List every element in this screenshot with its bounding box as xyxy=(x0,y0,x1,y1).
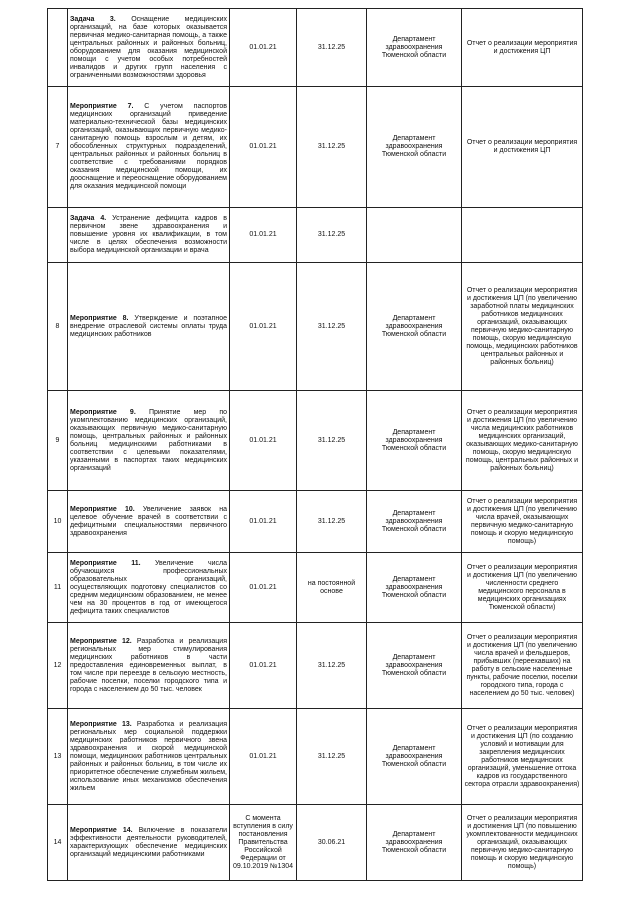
end-date: 31.12.25 xyxy=(297,491,367,553)
report-form: Отчет о реализации мероприятия и достижения ЦП (по увеличению числа медицинских работников медицинских организаций, оказывающих медико-санитарную помощь, скорую медицинскую помощь, центральных районных и районных больниц) xyxy=(462,391,583,491)
measure-label: Мероприятие 10. xyxy=(70,505,135,513)
table-row xyxy=(48,491,583,553)
measure-text: Разработка и реализация региональных мер стимулирования медицинских работников в части предоставления единовременных выплат, в том числе при переезде в сельскую местность, рабочие поселки, поселки городского типа и города с населением до 50 тыс. человек xyxy=(70,637,227,693)
responsible-department: Департамент здравоохранения Тюменской области xyxy=(367,391,462,491)
responsible-department: Департамент здравоохранения Тюменской области xyxy=(367,9,462,87)
measures-table xyxy=(47,8,583,881)
table-row xyxy=(48,208,583,263)
measure-label: Мероприятие 13. xyxy=(70,720,132,728)
table-row xyxy=(48,87,583,208)
report-form: Отчет о реализации мероприятия и достижения ЦП (по увеличению численности среднего медицинского персонала в медицинских организациях Тюменской области) xyxy=(462,553,583,623)
responsible-department: Департамент здравоохранения Тюменской области xyxy=(367,553,462,623)
table-row xyxy=(48,805,583,881)
measure-label: Задача 4. xyxy=(70,215,107,222)
end-date: 31.12.25 xyxy=(297,391,367,491)
end-date: 31.12.25 xyxy=(297,263,367,391)
measure-description xyxy=(68,553,230,623)
end-date: 31.12.25 xyxy=(297,709,367,805)
measure-label: Мероприятие 14. xyxy=(70,826,133,834)
measure-text: Устранение дефицита кадров в первичном звене здравоохранения и повышение уровня их квалификации, в том числе в целях обеспечения возможности выбора медицинской организации и врача xyxy=(70,215,227,254)
measure-description xyxy=(68,9,230,87)
row-number: 7 xyxy=(48,87,68,208)
report-form: Отчет о реализации мероприятия и достижения ЦП xyxy=(462,9,583,87)
measure-label: Мероприятие 11. xyxy=(70,559,141,567)
end-date: на постоянной основе xyxy=(297,553,367,623)
measure-text: Включение в показатели эффективности деятельности руководителей, характеризующих обеспечение медицинских организаций медицинскими работниками xyxy=(70,826,227,858)
row-number xyxy=(48,9,68,87)
measure-text: Оснащение медицинских организаций, на базе которых оказывается первичная медико-санитарная помощь, а также центральных районных и районных больниц, оборудованием для оказания медицинской помощи с учетом особых потребностей инвалидов и других групп населения с ограниченными возможностями здоровья xyxy=(70,15,227,79)
end-date: 30.06.21 xyxy=(297,805,367,881)
start-date: 01.01.21 xyxy=(230,491,297,553)
start-date: 01.01.21 xyxy=(230,391,297,491)
report-form: Отчет о реализации мероприятия и достижения ЦП (по увеличению числа врачей, оказывающих первичную медико-санитарную помощь и скорую медицинскую помощь) xyxy=(462,491,583,553)
measure-label: Мероприятие 8. xyxy=(70,314,129,322)
report-form: Отчет о реализации мероприятия и достижения ЦП (по увеличению числа врачей и фельдшеров, прибывших (переехавших) на работу в сельские населенные пункты, рабочие поселки, поселки городского типа, города с населением до 50 тыс. человек) xyxy=(462,623,583,709)
responsible-department: Департамент здравоохранения Тюменской области xyxy=(367,623,462,709)
measure-text: Принятие мер по укомплектованию медицинских организаций, оказывающих первичную медико-санитарную помощь, центральных районных и районных больниц медицинскими работниками в соответствии с целевыми показателями, указанными в паспортах таких медицинских организаций xyxy=(70,408,228,472)
report-form xyxy=(462,208,583,263)
report-form: Отчет о реализации мероприятия и достижения ЦП (по повышению укомплектованности медицинских организаций, оказывающих первичную медико-санитарную помощь и скорую медицинскую помощь) xyxy=(462,805,583,881)
row-number: 14 xyxy=(48,805,68,881)
table-row xyxy=(48,263,583,391)
table-row xyxy=(48,391,583,491)
responsible-department xyxy=(367,208,462,263)
responsible-department: Департамент здравоохранения Тюменской области xyxy=(367,709,462,805)
responsible-department: Департамент здравоохранения Тюменской области xyxy=(367,263,462,391)
report-form: Отчет о реализации мероприятия и достижения ЦП xyxy=(462,87,583,208)
row-number: 12 xyxy=(48,623,68,709)
row-number: 11 xyxy=(48,553,68,623)
measure-description xyxy=(68,263,230,391)
row-number: 13 xyxy=(48,709,68,805)
measure-label: Мероприятие 7. xyxy=(70,103,134,110)
measure-description xyxy=(68,623,230,709)
report-form: Отчет о реализации мероприятия и достижения ЦП (по созданию условий и мотивации для закрепления медицинских работников медицинских организаций, уменьшение оттока кадров из государственного сектора отрасли здравоохранения) xyxy=(462,709,583,805)
end-date: 31.12.25 xyxy=(297,9,367,87)
start-date: С момента вступления в силу постановления Правительства Российской Федерации от 09.10.2019 №1304 xyxy=(230,805,297,881)
measure-text: Утверждение и поэтапное внедрение отраслевой системы оплаты труда медицинских работников xyxy=(70,314,227,338)
measure-label: Мероприятие 12. xyxy=(70,637,132,645)
measure-text: Разработка и реализация региональных мер социальной поддержки медицинских работников первичного звена здравоохранения и скорой медицинской помощи, медицинских работников центральных районных и районных больниц, в том числе их приоритетное обеспечение служебным жильем, использование иных механизмов обеспечения жильем xyxy=(70,720,228,792)
measure-text: Увеличение числа обучающихся профессиональных образовательных организаций, осуществляющих подготовку специалистов со средним медицинским образованием, не менее чем на 30 процентов в год от имеющегося дефицита таких специалистов xyxy=(70,559,227,615)
measure-description xyxy=(68,391,230,491)
start-date: 01.01.21 xyxy=(230,709,297,805)
table-row xyxy=(48,9,583,87)
row-number xyxy=(48,208,68,263)
start-date: 01.01.21 xyxy=(230,553,297,623)
end-date: 31.12.25 xyxy=(297,87,367,208)
measure-description xyxy=(68,208,230,263)
end-date: 31.12.25 xyxy=(297,623,367,709)
table-row xyxy=(48,623,583,709)
row-number: 9 xyxy=(48,391,68,491)
table-row xyxy=(48,553,583,623)
start-date: 01.01.21 xyxy=(230,9,297,87)
start-date: 01.01.21 xyxy=(230,87,297,208)
report-form: Отчет о реализации мероприятия и достижения ЦП (по увеличению заработной платы медицинских работников медицинских организаций, оказывающих первичную медико-санитарную помощь, скорую медицинскую помощь, медицинских работников центральных районных и районных больниц) xyxy=(462,263,583,391)
measure-text: С учетом паспортов медицинских организаций приведение материально-технической базы медицинских организаций, оказывающих первичную медико-санитарную помощь взрослым и детям, их обособленных структурных подразделений, центральных районных и районных больниц в соответствие с требованиями порядков оказания медицинской помощи, их дооснащение и переоснащение оборудованием для оказания медицинской помощи xyxy=(70,103,227,190)
responsible-department: Департамент здравоохранения Тюменской области xyxy=(367,87,462,208)
end-date: 31.12.25 xyxy=(297,208,367,263)
row-number: 10 xyxy=(48,491,68,553)
measures-table-body xyxy=(48,9,583,881)
measure-description xyxy=(68,491,230,553)
responsible-department: Департамент здравоохранения Тюменской области xyxy=(367,805,462,881)
row-number: 8 xyxy=(48,263,68,391)
measure-label: Мероприятие 9. xyxy=(70,408,136,416)
table-row xyxy=(48,709,583,805)
measure-description xyxy=(68,87,230,208)
start-date: 01.01.21 xyxy=(230,623,297,709)
measure-text: Увеличение заявок на целевое обучение врачей в соответствии с дефицитными специальностями первичного здравоохранения xyxy=(70,505,227,537)
responsible-department: Департамент здравоохранения Тюменской области xyxy=(367,491,462,553)
start-date: 01.01.21 xyxy=(230,208,297,263)
measure-description xyxy=(68,805,230,881)
measure-label: Задача 3. xyxy=(70,15,116,23)
start-date: 01.01.21 xyxy=(230,263,297,391)
measure-description xyxy=(68,709,230,805)
